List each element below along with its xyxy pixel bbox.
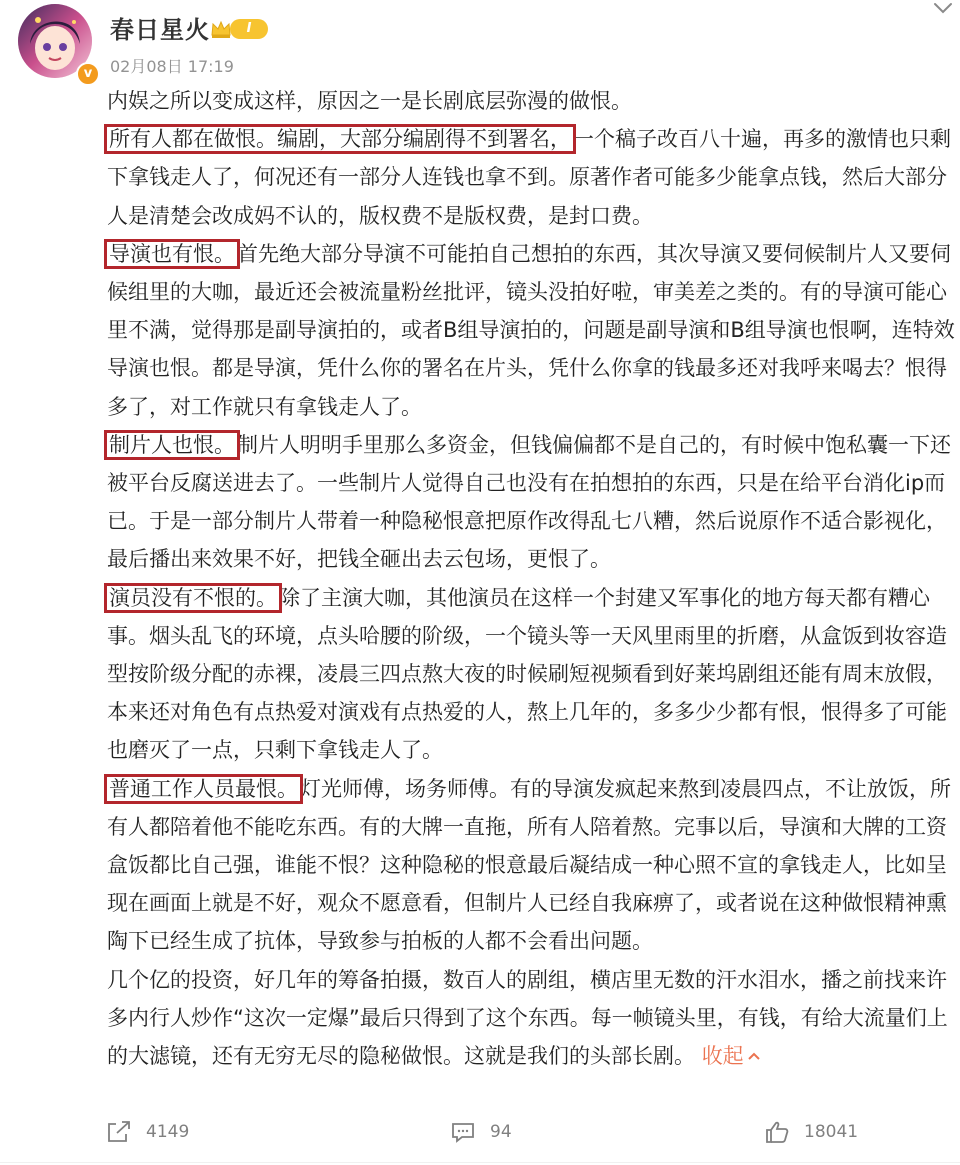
paragraph-actors (107, 579, 957, 770)
highlighted-lead: 所有人都在做恨。编剧，大部分编剧得不到署名， (109, 127, 571, 152)
paragraph-crew (107, 770, 957, 961)
paragraph-text: 灯光师傅，场务师傅。有的导演发疯起来熬到凌晨四点，不让放饭，所有人都陪着他不能吃东西。有的大牌一直拖，所有人陪着熬。完事以后，导演和大牌的工资盒饭都比自己强，谁能不恨？这种隐秘的恨意最后凝结成一种心照不宣的拿钱走人，比如呈现在画面上就是不好，观众不愿意看，但制片人已经自我麻痹了，或者说在这种做恨精神熏陶下已经生成了抗体，导致参与拍板的人都不会看出问题。 (107, 776, 951, 954)
verified-badge-icon: v (76, 62, 100, 86)
comment-button[interactable] (450, 1112, 512, 1152)
paragraph-text: 首先绝大部分导演不可能拍自己想拍的东西，其次导演又要伺候制片人又要伺候组里的大咖，最近还会被流量粉丝批评，镜头没拍好啦，审美差之类的。有的导演可能心里不满，觉得那是副导演拍的，或者B组导演拍的，问题是副导演和B组导演也恨啊，连特效导演也恨。都是导演，凭什么你的署名在片头，凭什么你拿的钱最多还对我呼来喝去？恨得多了，对工作就只有拿钱走人了。 (107, 241, 955, 419)
chevron-up-icon (747, 1051, 761, 1061)
repost-button[interactable] (106, 1112, 189, 1152)
comment-count: 94 (490, 1122, 512, 1142)
like-count: 18041 (804, 1122, 859, 1142)
chevron-down-icon[interactable] (930, 0, 956, 20)
comment-icon (450, 1120, 476, 1144)
post-timestamp[interactable]: 02月08日 17:19 (110, 57, 234, 76)
paragraph-text: 制片人明明手里那么多资金，但钱偏偏都不是自己的，有时候中饱私囊一下还被平台反腐送进去了。一些制片人觉得自己也没有在拍想拍的东西，只是在给平台消化ip而已。于是一部分制片人带着一种隐秘恨意把原作改得乱七八糟，然后说原作不适合影视化，最后播出来效果不好，把钱全砸出去云包场，更恨了。 (107, 432, 951, 572)
crown-icon (210, 19, 232, 39)
divider (0, 1162, 960, 1163)
collapse-link[interactable] (702, 1044, 761, 1068)
highlighted-lead: 演员没有不恨的。 (109, 585, 277, 610)
paragraph-conclusion (107, 961, 957, 1076)
paragraph-text: 除了主演大咖，其他演员在这样一个封建又军事化的地方每天都有糟心事。烟头乱飞的环境，点头哈腰的阶级，一个镜头等一天风里雨里的折磨，从盒饭到妆容造型按阶级分配的赤裸，凌晨三四点熬大夜的时候刷短视频看到好莱坞剧组还能有周末放假，本来还对角色有点热爱对演戏有点热爱的人，熬上几年的，多多少少都有恨，恨得多了可能也磨灭了一点，只剩下拿钱走人了。 (107, 585, 947, 763)
user-level-badge[interactable] (210, 17, 268, 41)
paragraph-text: 几个亿的投资，好几年的筹备拍摄，数百人的剧组，横店里无数的汗水泪水，播之前找来许多内行人炒作“这次一定爆”最后只得到了这个东西。每一帧镜头里，有钱，有给大流量们上的大滤镜，还有无穷无尽的隐秘做恨。这就是我们的头部长剧。 (107, 967, 948, 1069)
username[interactable]: 春日星火 (110, 16, 210, 44)
paragraph-intro (107, 82, 957, 120)
repost-count: 4149 (146, 1122, 190, 1142)
like-button[interactable] (764, 1112, 858, 1152)
action-bar (0, 1112, 960, 1152)
paragraph-text: 一个稿子改百八十遍，再多的激情也只剩下拿钱走人了，何况还有一部分人连钱也拿不到。原著作者可能多少能拿点钱，然后大部分人是清楚会改成妈不认的，版权费不是版权费，是封口费。 (107, 127, 951, 228)
paragraph-directors (107, 235, 957, 426)
level-label: I (230, 19, 268, 39)
paragraph-writers (107, 120, 957, 235)
paragraph-producers (107, 426, 957, 579)
highlighted-lead: 普通工作人员最恨。 (109, 776, 298, 801)
paragraph-text: 内娱之所以变成这样，原因之一是长剧底层弥漫的做恨。 (107, 89, 632, 113)
thumbs-up-icon (764, 1120, 790, 1144)
highlighted-lead: 制片人也恨。 (109, 432, 235, 457)
collapse-label: 收起 (701, 1044, 744, 1069)
share-icon (106, 1120, 132, 1144)
post-content (107, 82, 957, 1075)
highlighted-lead: 导演也有恨。 (109, 241, 235, 266)
